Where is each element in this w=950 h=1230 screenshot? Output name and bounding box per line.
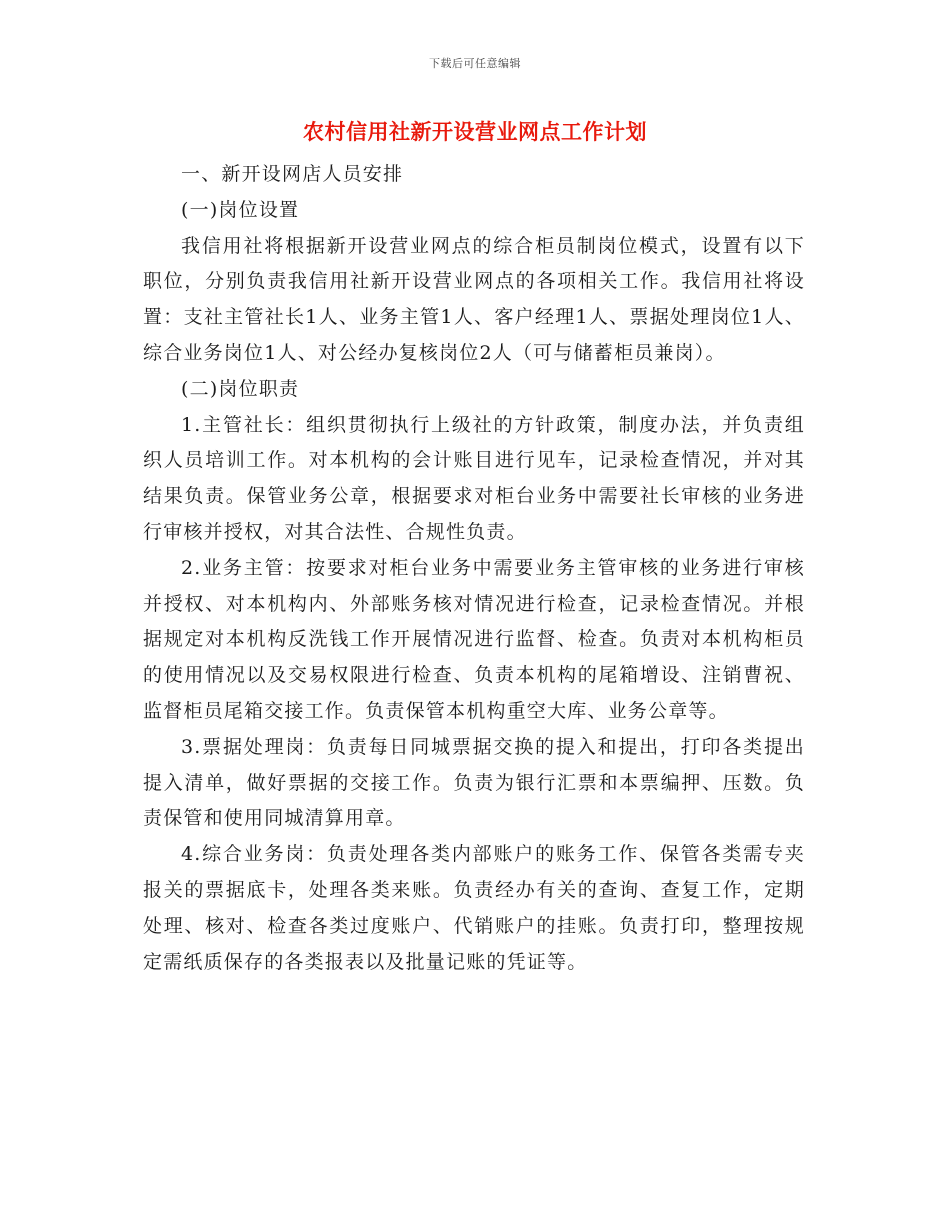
paragraph-duty-director: 1.主管社长：组织贯彻执行上级社的方针政策，制度办法，并负责组织人员培训工作。对本机构的会计账目进行见车，记录检查情况，并对其结果负责。保管业务公章，根据要求对柜台业务中需要社长审核的业务进行审核并授权，对其合法性、合规性负责。: [143, 413, 805, 543]
document-title: 农村信用社新开设营业网点工作计划: [303, 119, 647, 144]
subsection-heading-duties: (二)岗位职责: [181, 377, 300, 400]
paragraph-duty-general: 4.综合业务岗：负责处理各类内部账户的账务工作、保管各类需专夹报关的票据底卡，处理各类来账。负责经办有关的查询、查复工作，定期处理、核对、检查各类过度账户、代销账户的挂账。负责打印，整理按规定需纸质保存的各类报表以及批量记账的凭证等。: [143, 843, 805, 973]
paragraph-positions: 我信用社将根据新开设营业网点的综合柜员制岗位模式，设置有以下职位，分别负责我信用社新开设营业网点的各项相关工作。我信用社将设置：支社主管社长1人、业务主管1人、客户经理1人、票据处理岗位1人、综合业务岗位1人、对公经办复核岗位2人（可与储蓄柜员兼岗）。: [143, 234, 805, 364]
document-body: [143, 157, 805, 980]
section-heading-staffing: 一、新开设网店人员安排: [181, 163, 404, 185]
subsection-heading-positions: (一)岗位设置: [181, 198, 300, 221]
paragraph-duty-supervisor: 2.业务主管：按要求对柜台业务中需要业务主管审核的业务进行审核并授权、对本机构内、外部账务核对情况进行检查，记录检查情况。并根据规定对本机构反洗钱工作开展情况进行监督、检查。负责对本机构柜员的使用情况以及交易权限进行检查、负责本机构的尾箱增设、注销曹祝、监督柜员尾箱交接工作。负责保管本机构重空大库、业务公章等。: [143, 556, 805, 722]
header-note: 下载后可任意编辑: [429, 57, 521, 70]
paragraph-duty-bills: 3.票据处理岗：负责每日同城票据交换的提入和提出，打印各类提出提入清单，做好票据的交接工作。负责为银行汇票和本票编押、压数。负责保管和使用同城清算用章。: [143, 735, 805, 830]
